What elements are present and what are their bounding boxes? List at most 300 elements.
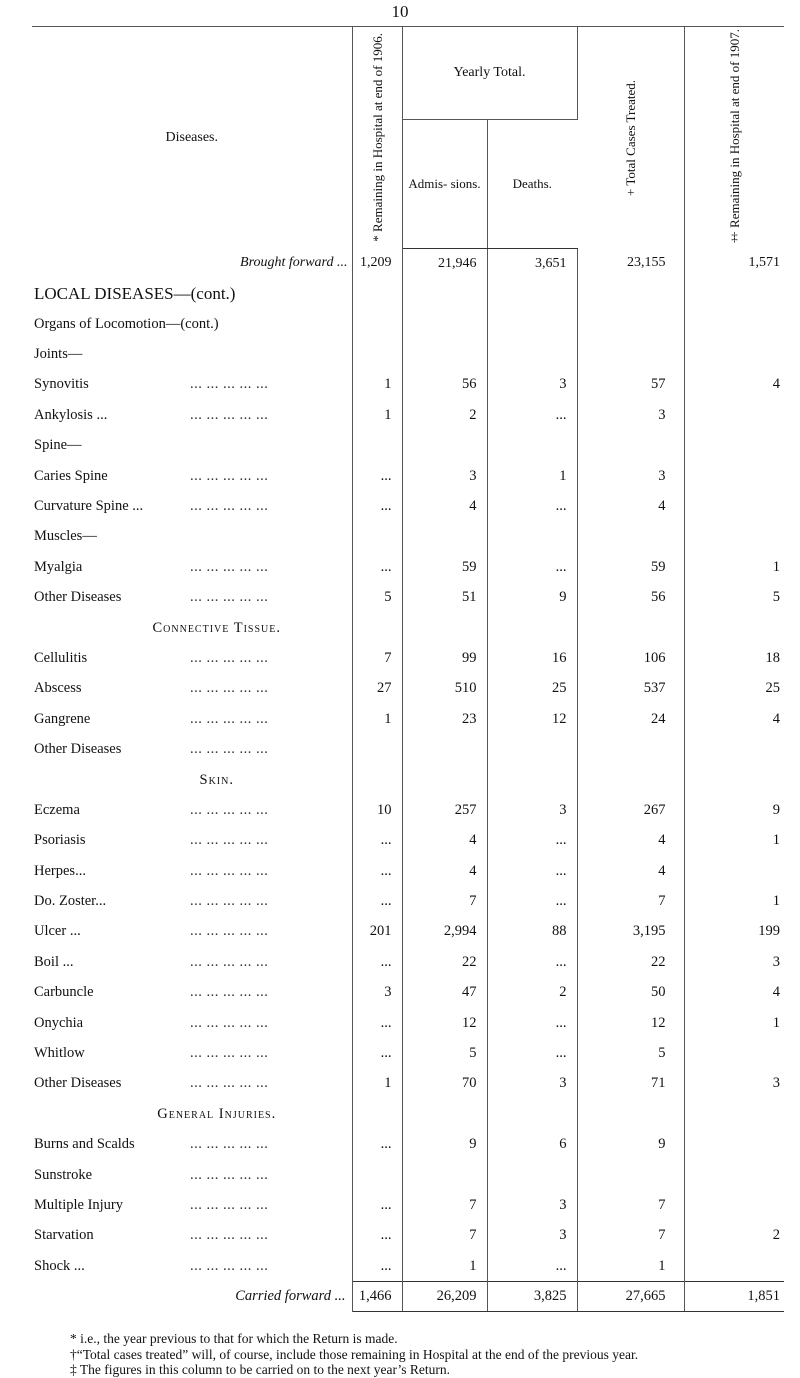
carried-forward-dots: ... xyxy=(334,1288,346,1305)
cell-admissions xyxy=(402,613,487,643)
cell-end xyxy=(684,339,784,369)
row-label xyxy=(32,826,352,856)
table-row xyxy=(32,674,784,704)
header-admissions: Admis- sions. xyxy=(402,120,487,249)
table-row xyxy=(32,947,784,977)
cell-deaths xyxy=(487,734,577,764)
cell-total xyxy=(577,765,684,795)
leader-dots: ... ... ... ... ... xyxy=(190,1227,269,1244)
cell-deaths xyxy=(487,765,577,795)
cell-admissions: 9 xyxy=(402,1130,487,1160)
cell-end: 9 xyxy=(772,801,781,818)
cell-deaths: 3 xyxy=(487,795,577,825)
row-label-text: Herpes... xyxy=(34,862,86,879)
cell-deaths xyxy=(487,1099,577,1129)
cell-remaining xyxy=(352,1099,402,1129)
cell-remaining xyxy=(352,613,402,643)
cell-total: 3 xyxy=(577,461,684,491)
cell-end: 199 xyxy=(758,923,781,940)
cell-end: 1 xyxy=(772,893,781,910)
leader-dots: ... ... ... ... ... xyxy=(190,406,269,423)
cell-total: 3 xyxy=(577,400,684,430)
row-label-text: Other Diseases xyxy=(34,1075,122,1092)
row-label-text: Spine— xyxy=(34,437,82,454)
cell-admissions xyxy=(402,765,487,795)
row-label xyxy=(32,309,352,339)
carried-forward-deaths: 3,825 xyxy=(487,1281,577,1311)
cell-admissions: 7 xyxy=(402,1221,487,1251)
table-row xyxy=(32,886,784,916)
leader-dots: ... ... ... ... ... xyxy=(190,1257,269,1274)
cell-admissions xyxy=(402,734,487,764)
leader-dots: ... ... ... ... ... xyxy=(190,1197,269,1213)
table-row xyxy=(32,522,784,552)
cell-admissions xyxy=(402,309,487,339)
table-row xyxy=(32,917,784,947)
cell-remaining: ... xyxy=(352,1008,402,1038)
row-label xyxy=(32,1069,352,1099)
brought-forward-row xyxy=(32,248,784,278)
row-label-text: Psoriasis xyxy=(34,832,86,849)
table-row xyxy=(32,279,784,309)
cell-remaining: ... xyxy=(352,491,402,521)
carried-forward-text: Carried forward xyxy=(235,1288,331,1305)
row-label-text: Caries Spine xyxy=(34,467,108,484)
cell-deaths: 2 xyxy=(487,978,577,1008)
row-label xyxy=(32,400,352,430)
row-label xyxy=(32,431,352,461)
cell-deaths: ... xyxy=(487,1251,577,1281)
cell-deaths: 3 xyxy=(487,1190,577,1220)
footnotes xyxy=(70,1331,790,1378)
row-label-text: Organs of Locomotion—(cont.) xyxy=(34,315,219,332)
cell-deaths: 3 xyxy=(487,1221,577,1251)
row-label xyxy=(32,856,352,886)
cell-remaining xyxy=(352,734,402,764)
table-row xyxy=(32,1130,784,1160)
cell-admissions: 4 xyxy=(402,491,487,521)
cell-deaths: ... xyxy=(487,1038,577,1068)
leader-dots: ... ... ... ... ... xyxy=(190,1045,269,1062)
cell-remaining: ... xyxy=(352,461,402,491)
leader-dots: ... ... ... ... ... xyxy=(190,893,269,910)
cell-remaining: ... xyxy=(352,1251,402,1281)
cell-deaths: ... xyxy=(487,491,577,521)
footnote-1: * i.e., the year previous to that for which the Return is made. xyxy=(70,1331,398,1346)
leader-dots: ... ... ... ... ... xyxy=(190,832,269,849)
cell-end: 4 xyxy=(772,710,781,727)
cell-deaths xyxy=(487,613,577,643)
row-label-text: Myalgia xyxy=(34,558,83,575)
cell-remaining: 3 xyxy=(352,978,402,1008)
page-number: 10 xyxy=(391,2,409,21)
cell-total: 5 xyxy=(577,1038,684,1068)
carried-forward-remaining: 1,466 xyxy=(352,1281,402,1311)
table-row xyxy=(32,431,784,461)
cell-deaths: ... xyxy=(487,552,577,582)
table-row xyxy=(32,1008,784,1038)
cell-end xyxy=(684,1190,784,1220)
cell-admissions: 4 xyxy=(402,856,487,886)
cell-total xyxy=(577,613,684,643)
cell-total: 59 xyxy=(577,552,684,582)
cell-total: 56 xyxy=(577,583,684,613)
cell-admissions xyxy=(402,431,487,461)
row-label xyxy=(32,552,352,582)
row-label-text: General Injuries. xyxy=(157,1105,277,1122)
cell-total: 7 xyxy=(577,1190,684,1220)
cell-remaining xyxy=(352,431,402,461)
row-label xyxy=(32,1099,352,1129)
cell-admissions: 56 xyxy=(402,370,487,400)
cell-end: 25 xyxy=(765,680,781,697)
cell-end: 1 xyxy=(772,832,781,849)
cell-deaths xyxy=(487,339,577,369)
cell-remaining: ... xyxy=(352,826,402,856)
cell-remaining: 7 xyxy=(352,643,402,673)
row-label-text: Curvature Spine ... xyxy=(34,498,144,515)
row-label xyxy=(32,917,352,947)
row-label xyxy=(32,643,352,673)
cell-end: 3 xyxy=(772,1075,781,1092)
row-label xyxy=(32,1160,352,1190)
cell-remaining xyxy=(352,339,402,369)
cell-admissions: 4 xyxy=(402,826,487,856)
row-label xyxy=(32,978,352,1008)
cell-total: 9 xyxy=(577,1130,684,1160)
cell-end xyxy=(684,1130,784,1160)
cell-end: 4 xyxy=(772,376,781,393)
table-row xyxy=(32,1221,784,1251)
table-row xyxy=(32,734,784,764)
cell-total: 1 xyxy=(577,1251,684,1281)
cell-admissions xyxy=(402,279,487,309)
table-row xyxy=(32,613,784,643)
cell-deaths xyxy=(487,279,577,309)
cell-deaths: ... xyxy=(487,947,577,977)
cell-admissions: 2,994 xyxy=(402,917,487,947)
leader-dots: ... ... ... ... ... xyxy=(190,923,269,940)
row-label-text: Connective Tissue. xyxy=(152,619,281,636)
cell-total: 267 xyxy=(577,795,684,825)
cell-admissions: 59 xyxy=(402,552,487,582)
cell-total xyxy=(577,309,684,339)
leader-dots: ... ... ... ... ... xyxy=(190,649,269,666)
cell-end: 1 xyxy=(772,558,781,575)
header-remaining-start xyxy=(352,27,402,249)
row-label-text: Other Diseases xyxy=(34,589,122,606)
footnote-3: ‡ The figures in this column to be carried on to the next year’s Return. xyxy=(70,1362,451,1377)
cell-remaining: ... xyxy=(352,1190,402,1220)
carried-forward-total: 27,665 xyxy=(577,1281,684,1311)
cell-remaining xyxy=(352,1160,402,1190)
cell-total: 22 xyxy=(577,947,684,977)
cell-total: 3,195 xyxy=(577,917,684,947)
leader-dots: ... ... ... ... ... xyxy=(190,1075,269,1092)
cell-admissions: 2 xyxy=(402,400,487,430)
leader-dots: ... ... ... ... ... xyxy=(190,953,269,970)
cell-remaining: 1 xyxy=(352,370,402,400)
hospital-returns-table xyxy=(32,26,784,1312)
brought-forward-end: 1,571 xyxy=(748,255,781,271)
table-row xyxy=(32,309,784,339)
cell-remaining: ... xyxy=(352,1130,402,1160)
cell-total xyxy=(577,431,684,461)
row-label xyxy=(32,279,352,309)
leader-dots: ... ... ... ... ... xyxy=(190,680,269,697)
cell-admissions: 3 xyxy=(402,461,487,491)
cell-remaining: ... xyxy=(352,947,402,977)
row-label-text: Joints— xyxy=(34,346,83,363)
cell-deaths: 3 xyxy=(487,370,577,400)
leader-dots: ... ... ... ... ... xyxy=(190,741,269,758)
table-row xyxy=(32,1160,784,1190)
cell-end: 18 xyxy=(765,649,781,666)
cell-total: 4 xyxy=(577,856,684,886)
cell-remaining: 201 xyxy=(352,917,402,947)
brought-forward-admissions: 21,946 xyxy=(402,248,487,278)
cell-deaths: ... xyxy=(487,856,577,886)
table-row xyxy=(32,1190,784,1220)
row-label xyxy=(32,886,352,916)
cell-admissions xyxy=(402,1099,487,1129)
brought-forward-label: Brought forward ... xyxy=(32,248,352,278)
cell-admissions: 1 xyxy=(402,1251,487,1281)
cell-total xyxy=(577,522,684,552)
table-body xyxy=(32,248,784,1281)
row-label-text: Starvation xyxy=(34,1227,94,1244)
cell-remaining: ... xyxy=(352,552,402,582)
table-row xyxy=(32,826,784,856)
cell-remaining: ... xyxy=(352,1221,402,1251)
row-label xyxy=(32,491,352,521)
header-deaths: Deaths. xyxy=(487,120,577,249)
cell-total: 4 xyxy=(577,491,684,521)
row-label-text: Gangrene xyxy=(34,710,91,727)
brought-forward-total: 23,155 xyxy=(577,248,684,278)
row-label-text: Ankylosis ... xyxy=(34,406,108,423)
cell-admissions: 99 xyxy=(402,643,487,673)
cell-end: 2 xyxy=(772,1227,781,1244)
cell-total: 50 xyxy=(577,978,684,1008)
cell-deaths: 3 xyxy=(487,1069,577,1099)
row-label xyxy=(32,613,352,643)
cell-deaths: 1 xyxy=(487,461,577,491)
cell-admissions: 7 xyxy=(402,886,487,916)
cell-deaths: ... xyxy=(487,1008,577,1038)
leader-dots: ... ... ... ... ... xyxy=(190,1014,269,1031)
cell-end: 5 xyxy=(772,589,781,606)
row-label-text: Multiple Injury xyxy=(34,1197,124,1213)
cell-remaining: 5 xyxy=(352,583,402,613)
table-row xyxy=(32,583,784,613)
cell-admissions: 70 xyxy=(402,1069,487,1099)
cell-end xyxy=(684,1160,784,1190)
row-label xyxy=(32,339,352,369)
row-label xyxy=(32,765,352,795)
cell-end xyxy=(684,279,784,309)
cell-admissions xyxy=(402,1160,487,1190)
cell-end xyxy=(684,491,784,521)
cell-remaining: 1 xyxy=(352,400,402,430)
cell-remaining: 1 xyxy=(352,704,402,734)
row-label-text: Ulcer ... xyxy=(34,923,81,940)
row-label xyxy=(32,370,352,400)
cell-admissions: 47 xyxy=(402,978,487,1008)
table-row xyxy=(32,1038,784,1068)
leader-dots: ... ... ... ... ... xyxy=(190,376,269,393)
cell-total: 537 xyxy=(577,674,684,704)
cell-end xyxy=(684,522,784,552)
cell-admissions: 51 xyxy=(402,583,487,613)
cell-remaining xyxy=(352,309,402,339)
footnote-2: †“Total cases treated” will, of course, include those remaining in Hospital at the end of the previous year. xyxy=(70,1346,639,1362)
carried-forward-body xyxy=(32,1281,784,1311)
table-row xyxy=(32,461,784,491)
cell-end xyxy=(684,1038,784,1068)
cell-total xyxy=(577,1099,684,1129)
cell-end: 3 xyxy=(772,953,781,970)
cell-end xyxy=(684,613,784,643)
brought-forward-text: Brought forward xyxy=(240,255,334,271)
leader-dots: ... ... ... ... ... xyxy=(190,467,269,484)
row-label-text: Whitlow xyxy=(34,1045,85,1062)
row-label-text: Sunstroke xyxy=(34,1166,92,1183)
cell-total: 106 xyxy=(577,643,684,673)
carried-forward-row xyxy=(32,1281,784,1311)
cell-end xyxy=(684,734,784,764)
cell-total: 7 xyxy=(577,886,684,916)
row-label xyxy=(32,461,352,491)
cell-end: 1 xyxy=(772,1014,781,1031)
cell-remaining xyxy=(352,522,402,552)
leader-dots: ... ... ... ... ... xyxy=(190,801,269,818)
leader-dots: ... ... ... ... ... xyxy=(190,862,269,879)
row-label-text: Cellulitis xyxy=(34,649,88,666)
cell-admissions xyxy=(402,339,487,369)
row-label-text: Synovitis xyxy=(34,376,89,393)
table-row xyxy=(32,704,784,734)
cell-total xyxy=(577,339,684,369)
header-remaining-start-text: * Remaining in Hospital at end of 1906. xyxy=(369,33,385,242)
row-label xyxy=(32,1038,352,1068)
cell-deaths xyxy=(487,522,577,552)
row-label-text: Other Diseases xyxy=(34,741,122,758)
cell-deaths: 6 xyxy=(487,1130,577,1160)
cell-end xyxy=(684,856,784,886)
cell-deaths: ... xyxy=(487,826,577,856)
header-total-treated-text: + Total Cases Treated. xyxy=(623,79,639,196)
row-label xyxy=(32,947,352,977)
table-row xyxy=(32,1069,784,1099)
leader-dots: ... ... ... ... ... xyxy=(190,710,269,727)
row-label-text: Burns and Scalds xyxy=(34,1136,135,1153)
cell-deaths xyxy=(487,309,577,339)
leader-dots: ... ... ... ... ... xyxy=(190,984,269,1001)
row-label-text: Onychia xyxy=(34,1014,84,1031)
leader-dots: ... ... ... ... ... xyxy=(190,1136,269,1153)
cell-end xyxy=(684,400,784,430)
brought-forward-deaths: 3,651 xyxy=(487,248,577,278)
cell-end xyxy=(684,1099,784,1129)
cell-deaths: ... xyxy=(487,400,577,430)
cell-deaths xyxy=(487,1160,577,1190)
row-label xyxy=(32,1130,352,1160)
cell-remaining: ... xyxy=(352,856,402,886)
row-label-text: Do. Zoster... xyxy=(34,893,107,910)
cell-admissions xyxy=(402,522,487,552)
cell-deaths: 9 xyxy=(487,583,577,613)
cell-admissions: 257 xyxy=(402,795,487,825)
leader-dots: ... ... ... ... ... xyxy=(190,498,269,515)
header-diseases: Diseases. xyxy=(32,27,352,249)
cell-admissions: 7 xyxy=(402,1190,487,1220)
cell-end xyxy=(684,309,784,339)
cell-deaths: 88 xyxy=(487,917,577,947)
row-label-text: Boil ... xyxy=(34,953,74,970)
brought-forward-remaining: 1,209 xyxy=(352,248,402,278)
cell-admissions: 22 xyxy=(402,947,487,977)
row-label xyxy=(32,583,352,613)
row-label xyxy=(32,674,352,704)
cell-end xyxy=(684,765,784,795)
table-row xyxy=(32,765,784,795)
leader-dots: ... ... ... ... ... xyxy=(190,1166,269,1183)
cell-admissions: 5 xyxy=(402,1038,487,1068)
row-label xyxy=(32,1190,352,1220)
cell-remaining: ... xyxy=(352,886,402,916)
table-row xyxy=(32,856,784,886)
table-row xyxy=(32,643,784,673)
cell-end xyxy=(684,461,784,491)
row-label xyxy=(32,734,352,764)
table-row xyxy=(32,1251,784,1281)
table-row xyxy=(32,400,784,430)
cell-deaths xyxy=(487,431,577,461)
cell-end: 4 xyxy=(772,984,781,1001)
carried-forward-label xyxy=(32,1281,352,1311)
row-label xyxy=(32,704,352,734)
cell-remaining xyxy=(352,279,402,309)
row-label-text: Eczema xyxy=(34,801,80,818)
cell-end xyxy=(684,1251,784,1281)
cell-remaining: 10 xyxy=(352,795,402,825)
cell-total: 12 xyxy=(577,1008,684,1038)
carried-forward-end: 1,851 xyxy=(684,1281,784,1311)
cell-total: 24 xyxy=(577,704,684,734)
cell-total xyxy=(577,1160,684,1190)
cell-total xyxy=(577,279,684,309)
row-label-text: Muscles— xyxy=(34,528,97,545)
row-label-text: Skin. xyxy=(199,771,234,788)
cell-admissions: 23 xyxy=(402,704,487,734)
cell-deaths: ... xyxy=(487,886,577,916)
header-yearly-total: Yearly Total. xyxy=(402,27,577,120)
carried-forward-admissions: 26,209 xyxy=(402,1281,487,1311)
row-label xyxy=(32,1008,352,1038)
table-row xyxy=(32,491,784,521)
cell-total: 57 xyxy=(577,370,684,400)
cell-deaths: 12 xyxy=(487,704,577,734)
table-row xyxy=(32,795,784,825)
cell-remaining: ... xyxy=(352,1038,402,1068)
row-label-text: Shock ... xyxy=(34,1257,85,1274)
cell-total: 4 xyxy=(577,826,684,856)
row-label-text: Carbuncle xyxy=(34,984,94,1001)
cell-total: 71 xyxy=(577,1069,684,1099)
cell-remaining xyxy=(352,765,402,795)
table-row xyxy=(32,552,784,582)
